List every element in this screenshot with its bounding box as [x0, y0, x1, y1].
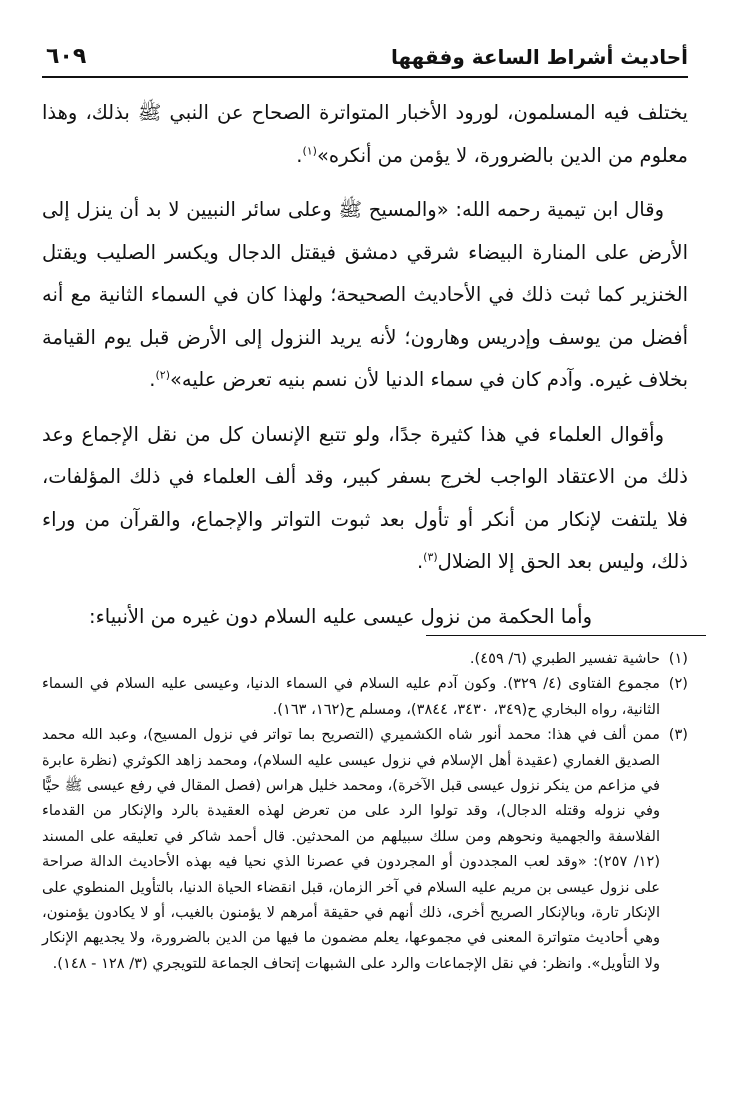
footnote-reference: (٣)	[423, 550, 438, 564]
footnote-separator	[426, 635, 706, 636]
paragraph-text: وقال ابن تيمية رحمه الله: «والمسيح ﷺ وعلى سائر النبيين لا بد أن ينزل إلى الأرض على المنارة البيضاء شرقي دمشق فيقتل الدجال ويكسر الصليب ويقتل الخنزير كما ثبت ذلك في الأحاديث الصحيحة؛ ولهذا كان في السماء الثانية مع أنه أفضل من يوسف وإدريس وهارون؛ لأنه يريد النزول إلى الأرض قبل يوم القيامة بخلاف غيره. وآدم كان في سماء الدنيا لأن نسم بنيه تعرض عليه»	[42, 198, 688, 391]
footnote-reference: (٢)	[155, 368, 170, 382]
footnote-number: (١)	[668, 650, 688, 667]
paragraph-text: وأقوال العلماء في هذا كثيرة جدًا، ولو تتبع الإنسان كل من نقل الإجماع وعد ذلك من الاعتقاد الواجب لخرج بسفر كبير، وقد ألف العلماء في ذلك المؤلفات، فلا يلتفت لإنكار من أنكر أو تأول بعد ثبوت التواتر والإجماع، والقرآن من وراء ذلك، وليس بعد الحق إلا الضلال	[42, 422, 688, 573]
footnote-text: ممن ألف في هذا: محمد أنور شاه الكشميري (التصريح بما تواتر في نزول المسيح)، وعبد الله محمد الصديق الغماري (عقيدة أهل الإسلام في نزول عيسى عليه السلام)، ومحمد زاهد الكوثري (نظرة عابرة في مزاعم من ينكر نزول عيسى قبل الآخرة)، ومحمد خليل هراس (فصل المقال في رفع عيسى ﷺ حيًّا وفي نزوله وقتله الدجال)، وقد تولوا الرد على من تعرض لهذه العقيدة بالرد والإنكار من القدماء الفلاسفة والجهمية ونحوهم ومن سلك سبيلهم من المحدثين. قال أحمد شاكر في تعليقه على المسند (١٢/ ٢٥٧): «وقد لعب المجددون أو المجردون في عصرنا الذي نحيا فيه بهذه الأحاديث الدالة صراحة على نزول عيسى بن مريم عليه السلام في آخر الزمان، قبل انقضاء الحياة الدنيا، بالتأويل المنطوي على الإنكار تارة، وبالإنكار الصريح أخرى، ذلك أنهم في حقيقة أمرهم لا يؤمنون بالغيب، أو لا يكادون يؤمنون، وهي أحاديث متواترة المعنى في مجموعها، يعلم مضمون ما فيها من الدين بالضرورة، ولا يجديهم الإنكار ولا التأويل». وانظر: في نقل الإجماعات والرد على الشبهات إتحاف الجماعة للتويجري (٣/ ١٢٨ - ١٤٨).	[42, 726, 661, 972]
main-text	[42, 92, 688, 650]
footnote	[42, 671, 688, 722]
footnote-reference: (١)	[302, 144, 317, 157]
footnote-text: مجموع الفتاوى (٤/ ٣٢٩). وكون آدم عليه السلام في السماء الدنيا، وعيسى عليه السلام في السماء الثانية، رواه البخاري ح(٣٤٩، ٣٤٣٠، ٣٨٤٤)، ومسلم ح(١٦٢، ١٦٣).	[42, 675, 660, 718]
paragraph: يختلف فيه المسلمون، لورود الأخبار المتواترة الصحاح عن النبي ﷺ بذلك، وهذا معلوم من الدين بالضرورة، لا يؤمن من أنكره»$^{(١)}$.	[42, 101, 688, 167]
running-header	[42, 40, 688, 78]
footnote-number: (٣)	[668, 726, 688, 744]
paragraph: وقال ابن تيمية رحمه الله: «والمسيح ﷺ وعلى سائر النبيين لا بد أن ينزل إلى الأرض على المنارة البيضاء شرقي دمشق فيقتل الدجال ويكسر الصليب ويقتل الخنزير كما ثبت ذلك في الأحاديث الصحيحة؛ ولهذا كان في السماء الثانية مع أنه أفضل من يوسف وإدريس وهارون؛ لأنه يريد النزول إلى الأرض قبل يوم القيامة بخلاف غيره. وآدم كان في سماء الدنيا لأن نسم بنيه تعرض عليه»$^{(٢)}$.	[42, 198, 688, 391]
paragraph: وأما الحكمة من نزول عيسى عليه السلام دون غيره من الأنبياء:	[89, 604, 592, 628]
paragraph: وأقوال العلماء في هذا كثيرة جدًا، ولو تتبع الإنسان كل من نقل الإجماع وعد ذلك من الاعتقاد الواجب لخرج بسفر كبير، وقد ألف العلماء في ذلك المؤلفات، فلا يلتفت لإنكار من أنكر أو تأول بعد ثبوت التواتر والإجماع، والقرآن من وراء ذلك، وليس بعد الحق إلا الضلال$^{(٣)}$.	[42, 422, 688, 573]
footnote-number: (٢)	[668, 675, 688, 693]
footnote-text: حاشية تفسير الطبري (٦/ ٤٥٩).	[469, 650, 660, 667]
footnotes	[42, 646, 688, 976]
page-number: ٦٠٩	[46, 44, 87, 69]
footnote	[42, 722, 688, 976]
footnote	[42, 646, 688, 671]
paragraph-text: يختلف فيه المسلمون، لورود الأخبار المتواترة الصحاح عن النبي ﷺ بذلك، وهذا معلوم من الدين بالضرورة، لا يؤمن من أنكره»	[42, 101, 688, 167]
running-title: أحاديث أشراط الساعة وفقهها	[390, 45, 688, 69]
